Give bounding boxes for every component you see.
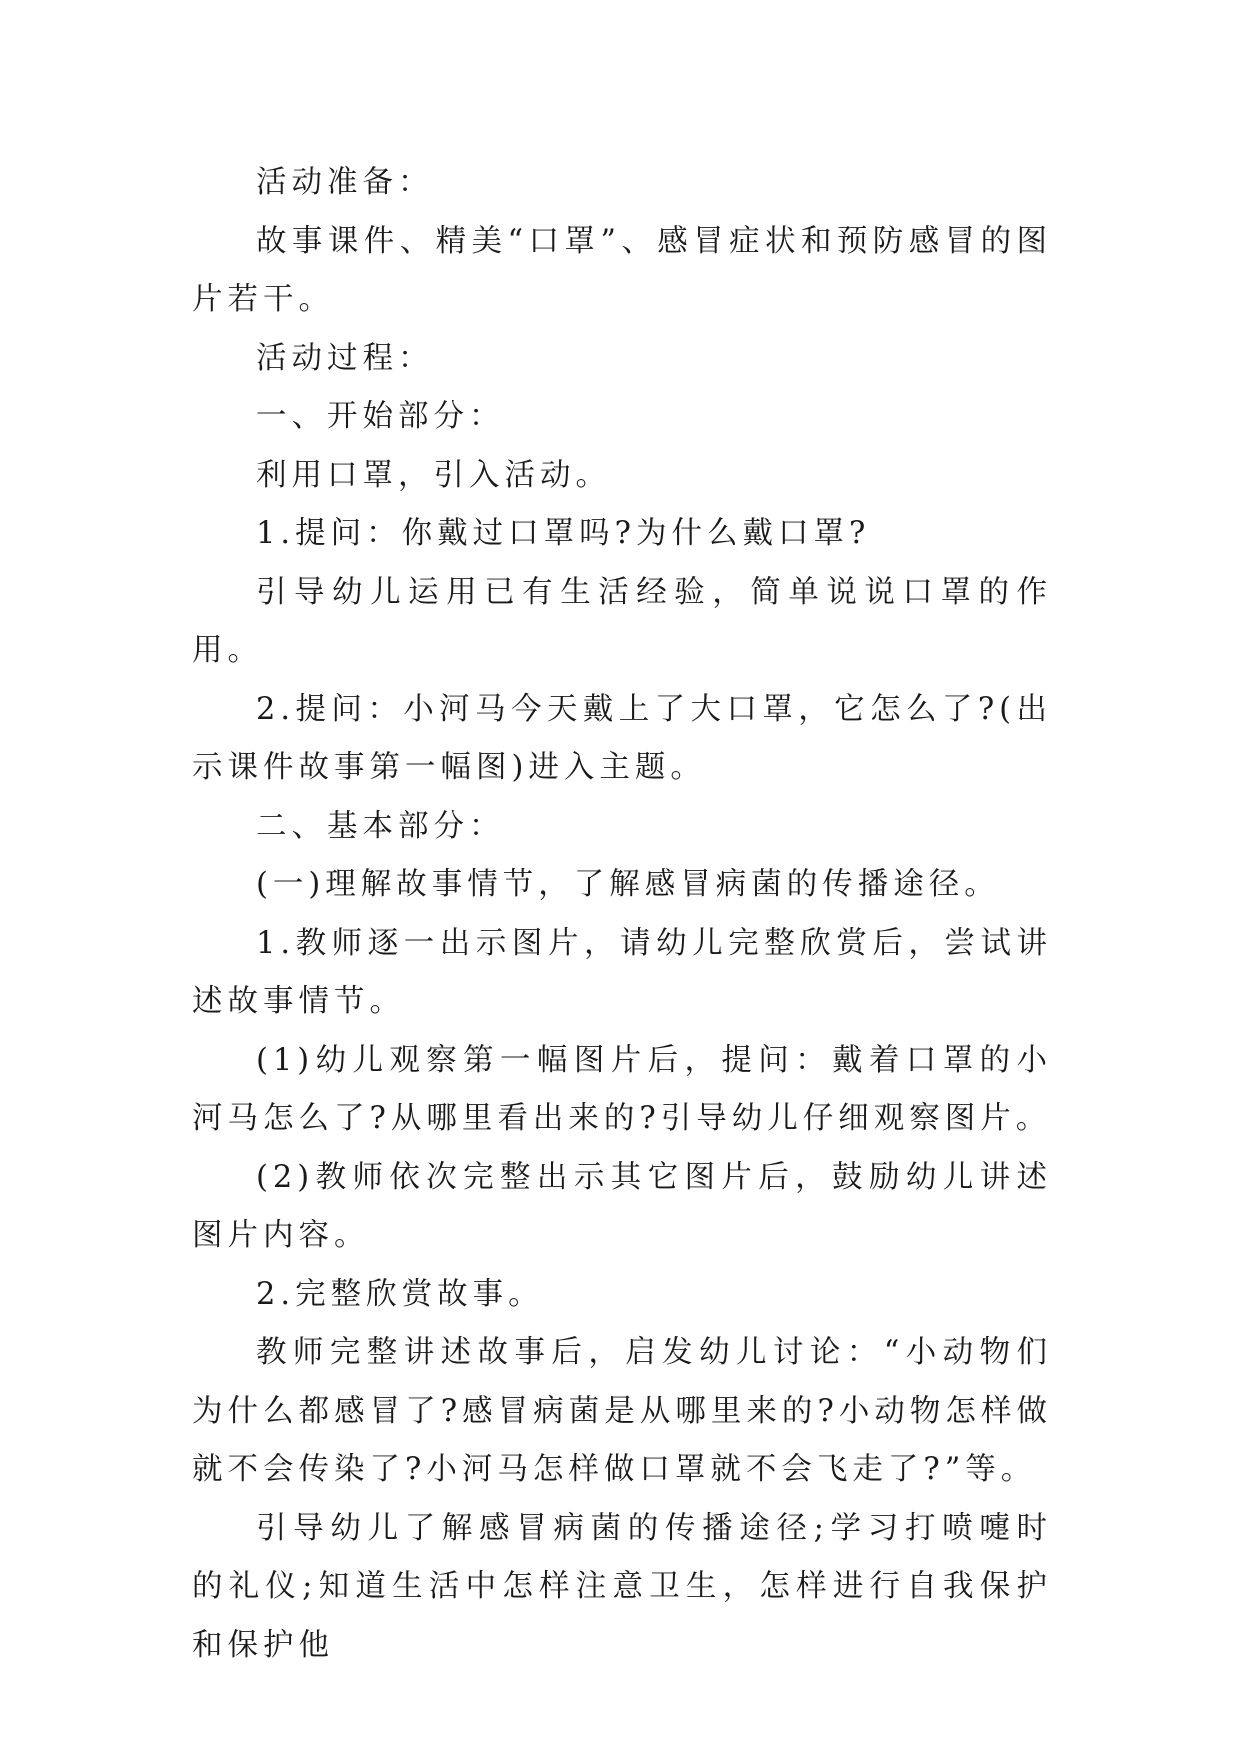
paragraph: 利用口罩，引入活动。 xyxy=(256,457,611,493)
paragraph: (一)理解故事情节，了解感冒病菌的传播途径。 xyxy=(256,867,1000,902)
paragraph: 引导幼儿运用已有生活经验，简单说说口罩的作用。 xyxy=(192,574,1052,668)
paragraph: 引导幼儿了解感冒病菌的传播途径;学习打喷嚏时的礼仪;知道生活中怎样注意卫生，怎样进行自我保护和保护他 xyxy=(192,1510,1052,1663)
document-body xyxy=(192,154,1052,1675)
paragraph-activity-process-heading: 活动过程： xyxy=(256,340,434,376)
paragraph: 教师完整讲述故事后，启发幼儿讨论：“小动物们为什么都感冒了?感冒病菌是从哪里来的?小动物怎样做就不会传染了?小河马怎样做口罩就不会飞走了?”等。 xyxy=(192,1335,1052,1487)
paragraph: 1.教师逐一出示图片，请幼儿完整欣赏后，尝试讲述故事情节。 xyxy=(192,925,1052,1019)
paragraph: (1)幼儿观察第一幅图片后，提问：戴着口罩的小河马怎么了?从哪里看出来的?引导幼儿仔细观察图片。 xyxy=(192,1042,1052,1136)
paragraph-activity-preparation-heading: 活动准备： xyxy=(256,165,434,200)
paragraph: 1.提问：你戴过口罩吗?为什么戴口罩? xyxy=(256,516,871,551)
paragraph: (2)教师依次完整出示其它图片后，鼓励幼儿讲述图片内容。 xyxy=(192,1159,1052,1253)
paragraph-section-one-heading: 一、开始部分： xyxy=(256,399,505,434)
paragraph-section-two-heading: 二、基本部分： xyxy=(256,808,505,844)
paragraph: 2.提问：小河马今天戴上了大口罩，它怎么了?(出示课件故事第一幅图)进入主题。 xyxy=(192,691,1052,785)
paragraph-materials: 故事课件、精美“口罩”、感冒症状和预防感冒的图片若干。 xyxy=(192,223,1052,317)
paragraph: 2.完整欣赏故事。 xyxy=(256,1276,544,1312)
